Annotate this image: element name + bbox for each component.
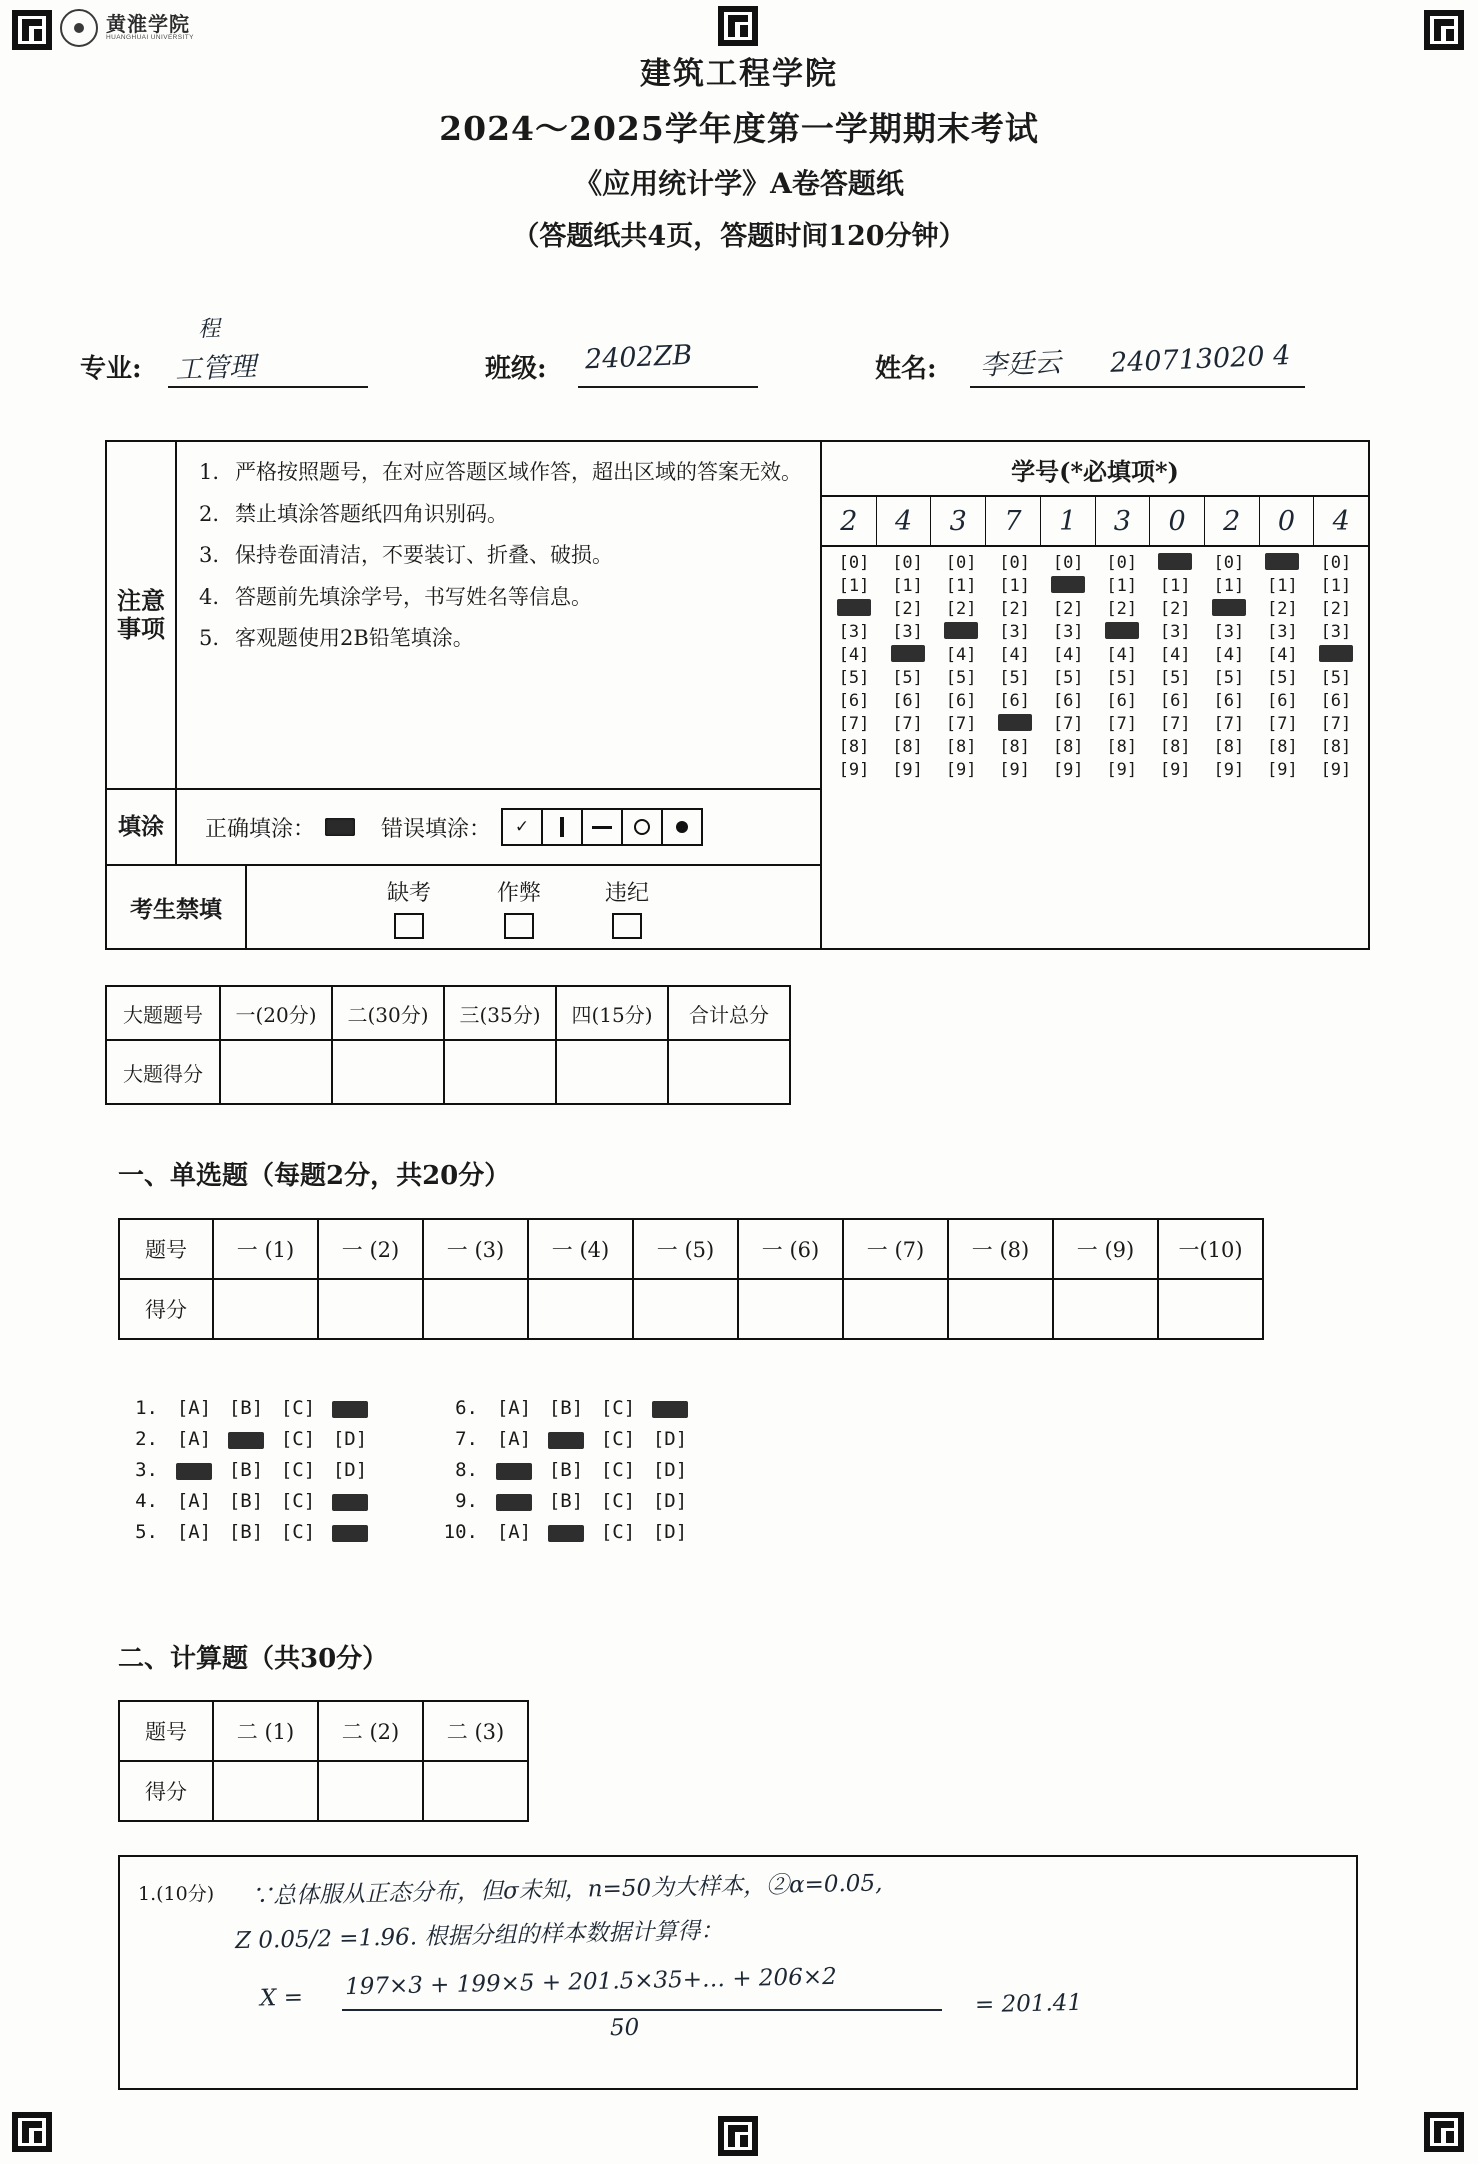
bubble-filled[interactable] (837, 599, 871, 616)
bubble-empty[interactable]: [8] (999, 737, 1030, 757)
question-table-row-label: 得分 (119, 1761, 213, 1821)
choice-option[interactable]: [B] (228, 1397, 264, 1419)
handwritten-formula-numerator: 197×3 + 199×5 + 201.5×35+… + 206×2 (344, 1963, 837, 2001)
bubble-empty[interactable]: [9] (1213, 760, 1245, 780)
choice-option[interactable]: [C] (280, 1490, 316, 1512)
notice-and-id-box (105, 440, 1370, 950)
bubble-empty[interactable]: [7] (1052, 714, 1084, 734)
score-table-header: 四(15分) (556, 986, 668, 1040)
choice-option[interactable]: [D] (652, 1490, 688, 1512)
notice-side-label (107, 442, 177, 788)
notice-item: 禁止填涂答题纸四角识别码。 (235, 501, 508, 526)
score-cell[interactable] (213, 1279, 318, 1339)
forbidden-section (107, 866, 820, 948)
choice-row[interactable] (438, 1424, 696, 1455)
question-number-cell: 二 (3) (423, 1701, 528, 1761)
bubble-empty[interactable]: [5] (1159, 668, 1191, 688)
major-label: 专业: (80, 354, 142, 384)
score-cell[interactable] (843, 1279, 948, 1339)
id-digit-cell[interactable]: 4 (877, 497, 932, 545)
choice-number: 2. (135, 1428, 158, 1450)
choice-option[interactable]: [B] (548, 1459, 584, 1481)
forbidden-label-absent: 缺考 (387, 881, 432, 906)
choice-option[interactable]: [C] (600, 1428, 636, 1450)
bubble-filled[interactable] (1051, 576, 1085, 593)
choice-option[interactable]: [A] (496, 1397, 532, 1419)
question-number-cell: 二 (1) (213, 1701, 318, 1761)
choice-option[interactable]: [B] (548, 1490, 584, 1512)
bubble-empty[interactable]: [2] (945, 599, 977, 619)
bubble-empty[interactable]: [5] (1267, 668, 1298, 688)
bubble-empty[interactable]: [2] (1106, 599, 1138, 619)
choice-row[interactable] (438, 1517, 696, 1548)
bubble-empty[interactable]: [8] (1213, 737, 1245, 757)
choice-option-filled[interactable] (488, 1492, 540, 1511)
bubble-row[interactable] (830, 622, 1360, 642)
bubble-empty[interactable]: [9] (1106, 760, 1138, 780)
choice-number: 7. (455, 1428, 478, 1450)
bubble-empty[interactable]: [9] (838, 760, 870, 780)
choice-option-filled[interactable] (488, 1461, 540, 1480)
choice-number: 9. (455, 1490, 478, 1512)
bubble-filled[interactable] (1319, 645, 1353, 662)
bubble-empty[interactable]: [5] (1106, 668, 1138, 688)
question-table-row-label: 题号 (119, 1701, 213, 1761)
question-number-cell: 一 (6) (738, 1219, 843, 1279)
bubble-empty[interactable]: [5] (999, 668, 1030, 688)
registration-mark-icon (12, 10, 52, 50)
bubble-empty[interactable]: [7] (945, 714, 977, 734)
choice-row[interactable] (118, 1517, 376, 1548)
choice-option[interactable]: [B] (228, 1459, 264, 1481)
section2-heading: 二、计算题（共30分） (118, 1644, 389, 1674)
bubble-filled[interactable] (998, 714, 1032, 731)
bubble-empty[interactable]: [8] (1106, 737, 1138, 757)
score-table-header: 三(35分) (444, 986, 556, 1040)
bubble-empty[interactable]: [2] (1320, 599, 1352, 619)
course-title: 《应用统计学》A卷答题纸 (574, 167, 904, 200)
bubble-empty[interactable]: [2] (1159, 599, 1191, 619)
registration-mark-icon (718, 6, 758, 46)
total-score-table (105, 985, 791, 1105)
question-number-cell: 一 (7) (843, 1219, 948, 1279)
choice-option-filled[interactable] (324, 1492, 376, 1511)
question-number-cell: 二 (2) (318, 1701, 423, 1761)
choice-option-filled[interactable] (540, 1430, 592, 1449)
handwritten-line-1: ∵总体服从正态分布，但σ未知，n=50为大样本，②α=0.05, (249, 1870, 883, 1910)
bubble-filled[interactable] (1265, 553, 1299, 570)
score-cell[interactable] (332, 1040, 444, 1104)
forbidden-label-violation: 违纪 (605, 881, 650, 906)
id-digit-cell[interactable]: 3 (1096, 497, 1151, 545)
choice-option[interactable]: [B] (548, 1397, 584, 1419)
id-digit-cell[interactable]: 2 (1205, 497, 1260, 545)
bubble-empty[interactable]: [7] (1106, 714, 1138, 734)
fill-side-label-text: 填涂 (118, 812, 164, 840)
score-cell[interactable] (633, 1279, 738, 1339)
bubble-empty[interactable]: [6] (892, 691, 923, 711)
bubble-empty[interactable]: [1] (1159, 576, 1191, 596)
university-name-cn: 黄淮学院 (106, 12, 190, 37)
bubble-filled[interactable] (1212, 599, 1246, 616)
bubble-empty[interactable]: [8] (1159, 737, 1191, 757)
answer-question-tag: 1.(10分) (138, 1883, 215, 1905)
bubble-empty[interactable]: [7] (1213, 714, 1245, 734)
class-value: 2402ZB (584, 339, 693, 376)
choice-option[interactable]: [B] (228, 1490, 264, 1512)
choice-option-filled[interactable] (220, 1430, 272, 1449)
forbidden-checkbox-violation[interactable] (612, 913, 642, 939)
score-table-header: 大题题号 (106, 986, 220, 1040)
major-correction: 程 (197, 316, 221, 343)
bubble-row[interactable] (830, 645, 1360, 665)
bubble-empty[interactable]: [8] (1052, 737, 1084, 757)
bubble-empty[interactable]: [8] (1320, 737, 1352, 757)
bubble-empty[interactable]: [7] (892, 714, 923, 734)
answer-work-area[interactable] (118, 1855, 1358, 2090)
bubble-empty[interactable]: [5] (1213, 668, 1245, 688)
score-cell[interactable] (738, 1279, 843, 1339)
forbidden-label-cheat: 作弊 (497, 881, 542, 906)
id-digit-cell[interactable]: 4 (1332, 505, 1350, 537)
bubble-filled[interactable] (891, 645, 925, 662)
choice-option[interactable]: [C] (280, 1397, 316, 1419)
bubble-empty[interactable]: [4] (1159, 645, 1191, 665)
bubble-empty[interactable]: [1] (1213, 576, 1245, 596)
choice-row[interactable] (118, 1393, 376, 1424)
bubble-empty[interactable]: [3] (838, 622, 870, 642)
bubble-empty[interactable]: [6] (1267, 691, 1298, 711)
horizontal-bar-icon (583, 810, 623, 844)
student-info-row (80, 316, 1400, 386)
choice-column-left[interactable] (118, 1393, 376, 1548)
choice-option[interactable]: [C] (600, 1459, 636, 1481)
bubble-empty[interactable]: [9] (1267, 760, 1298, 780)
section1-question-table (118, 1218, 1264, 1340)
bubble-row[interactable] (830, 668, 1360, 688)
score-table-header: 一(20分) (220, 986, 332, 1040)
choice-option[interactable]: [C] (600, 1521, 636, 1543)
bubble-empty[interactable]: [8] (892, 737, 923, 757)
handwritten-formula-lhs: X = (259, 1984, 304, 2012)
bubble-empty[interactable]: [2] (892, 599, 923, 619)
bubble-empty[interactable]: [5] (1052, 668, 1084, 688)
bubble-empty[interactable]: [9] (1052, 760, 1084, 780)
bubble-empty[interactable]: [2] (999, 599, 1030, 619)
notice-item: 客观题使用2B铅笔填涂。 (235, 626, 474, 651)
score-table-row-label: 大题得分 (106, 1040, 220, 1104)
question-number-cell: 一 (3) (423, 1219, 528, 1279)
bubble-empty[interactable]: [0] (1106, 553, 1138, 573)
score-cell[interactable] (1053, 1279, 1158, 1339)
forbidden-checkbox-absent[interactable] (394, 913, 424, 939)
bubble-empty[interactable]: [1] (1267, 576, 1298, 596)
student-id-title: 学号(*必填项*) (822, 442, 1368, 497)
id-digit-cell[interactable]: 0 (1150, 497, 1205, 545)
choice-option-filled[interactable] (324, 1399, 376, 1418)
registration-mark-icon (12, 2112, 52, 2152)
choice-number: 6. (455, 1397, 478, 1419)
bubble-empty[interactable]: [6] (1320, 691, 1352, 711)
choice-option[interactable]: [A] (496, 1428, 532, 1450)
bubble-empty[interactable]: [3] (892, 622, 923, 642)
forbidden-side-label: 考生禁填 (107, 866, 247, 948)
bubble-empty[interactable]: [4] (1106, 645, 1138, 665)
bubble-row[interactable] (830, 599, 1360, 619)
choice-option[interactable]: [A] (176, 1490, 212, 1512)
choice-option[interactable]: [D] (652, 1521, 688, 1543)
score-table-header: 合计总分 (668, 986, 790, 1040)
choice-row[interactable] (438, 1486, 696, 1517)
bubble-empty[interactable]: [7] (838, 714, 870, 734)
bubble-row[interactable] (830, 576, 1360, 596)
bubble-empty[interactable]: [0] (1320, 553, 1352, 573)
choice-number: 8. (455, 1459, 478, 1481)
bubble-row[interactable] (830, 760, 1360, 780)
filled-bubble-icon (325, 818, 355, 836)
choice-option[interactable]: [C] (280, 1428, 316, 1450)
section2-question-table (118, 1700, 529, 1822)
bubble-empty[interactable]: [0] (838, 553, 870, 573)
bubble-empty[interactable]: [6] (999, 691, 1030, 711)
section1-heading: 一、单选题（每题2分，共20分） (118, 1161, 511, 1191)
bubble-empty[interactable]: [2] (1267, 599, 1298, 619)
id-digit-cell[interactable]: 2 (822, 497, 877, 545)
score-cell[interactable] (668, 1040, 790, 1104)
bubble-empty[interactable]: [3] (1213, 622, 1245, 642)
registration-mark-icon (1424, 10, 1464, 50)
bubble-empty[interactable]: [6] (945, 691, 977, 711)
choice-option[interactable]: [C] (600, 1397, 636, 1419)
bubble-empty[interactable]: [3] (1159, 622, 1191, 642)
score-cell[interactable] (444, 1040, 556, 1104)
title-block (0, 48, 1478, 253)
bubble-row[interactable] (830, 714, 1360, 734)
bubble-empty[interactable]: [8] (838, 737, 870, 757)
bubble-empty[interactable]: [1] (1320, 576, 1352, 596)
bubble-empty[interactable]: [3] (999, 622, 1030, 642)
handwritten-formula-denominator: 50 (609, 2014, 640, 2042)
bubble-empty[interactable]: [5] (838, 668, 870, 688)
bubble-empty[interactable]: [5] (1320, 668, 1352, 688)
choice-option[interactable]: [A] (176, 1397, 212, 1419)
choice-number: 5. (135, 1521, 158, 1543)
choice-option-filled[interactable] (168, 1461, 220, 1480)
choice-option[interactable]: [A] (176, 1428, 212, 1450)
class-label: 班级: (485, 354, 547, 384)
bubble-row[interactable] (830, 553, 1360, 573)
bubble-empty[interactable]: [0] (999, 553, 1030, 573)
bubble-empty[interactable]: [2] (1052, 599, 1084, 619)
question-number-cell: 一 (2) (318, 1219, 423, 1279)
score-cell[interactable] (423, 1761, 528, 1821)
fill-example-section (107, 790, 820, 866)
bubble-empty[interactable]: [4] (945, 645, 977, 665)
bubble-empty[interactable]: [4] (838, 645, 870, 665)
notice-item: 答题前先填涂学号，书写姓名等信息。 (235, 584, 592, 609)
bubble-empty[interactable]: [3] (1267, 622, 1298, 642)
question-number-cell: 一 (4) (528, 1219, 633, 1279)
notice-item: 严格按照题号，在对应答题区域作答，超出区域的答案无效。 (235, 460, 802, 484)
question-table-row-label: 题号 (119, 1219, 213, 1279)
bubble-empty[interactable]: [6] (838, 691, 870, 711)
notice-side-label-text: 注意事项 (117, 585, 165, 643)
name-value: 李廷云 (979, 347, 1062, 382)
bubble-empty[interactable]: [3] (1320, 622, 1352, 642)
score-cell[interactable] (948, 1279, 1053, 1339)
notice-section (107, 442, 820, 790)
choice-number: 3. (135, 1459, 158, 1481)
bubble-empty[interactable]: [4] (1213, 645, 1245, 665)
bubble-empty[interactable]: [4] (999, 645, 1030, 665)
major-value: 工管理 (174, 351, 257, 386)
choice-option[interactable]: [A] (496, 1521, 532, 1543)
student-id-bubble-grid[interactable] (822, 547, 1368, 780)
choice-option[interactable]: [D] (332, 1428, 368, 1450)
score-table-header: 二(30分) (332, 986, 444, 1040)
bubble-empty[interactable]: [7] (1267, 714, 1298, 734)
ring-icon (623, 810, 663, 844)
score-cell[interactable] (213, 1761, 318, 1821)
choice-number: 1. (135, 1397, 158, 1419)
choice-option[interactable]: [D] (332, 1459, 368, 1481)
registration-mark-icon (1424, 2112, 1464, 2152)
bubble-empty[interactable]: [1] (999, 576, 1030, 596)
id-digit-cell[interactable]: 1 (1041, 497, 1096, 545)
notice-list (177, 442, 818, 788)
bubble-empty[interactable]: [4] (1267, 645, 1298, 665)
exam-meta: （答题纸共4页，答题时间120分钟） (512, 221, 966, 252)
handwritten-line-2: Z 0.05/2 =1.96. 根据分组的样本数据计算得： (234, 1917, 724, 1955)
id-digit-cell[interactable]: 0 (1260, 497, 1315, 545)
bubble-empty[interactable]: [9] (999, 760, 1030, 780)
bubble-empty[interactable]: [0] (892, 553, 923, 573)
choice-row[interactable] (438, 1455, 696, 1486)
bubble-empty[interactable]: [9] (1159, 760, 1191, 780)
university-seal-icon (60, 9, 98, 47)
forbidden-checkbox-cheat[interactable] (504, 913, 534, 939)
bubble-row[interactable] (830, 737, 1360, 757)
term-title: 2024～2025学年度第一学期期末考试 (439, 109, 1039, 148)
question-number-cell: 一 (9) (1053, 1219, 1158, 1279)
correct-fill-label: 正确填涂： (205, 816, 316, 842)
bubble-empty[interactable]: [9] (892, 760, 923, 780)
student-id-digit-row (822, 497, 1368, 547)
bubble-empty[interactable]: [6] (1052, 691, 1084, 711)
bubble-filled[interactable] (1105, 622, 1139, 639)
registration-mark-icon (718, 2116, 758, 2156)
question-number-cell: 一 (5) (633, 1219, 738, 1279)
bubble-empty[interactable]: [4] (1052, 645, 1084, 665)
student-id-section (822, 442, 1368, 948)
bubble-empty[interactable]: [1] (892, 576, 923, 596)
bubble-empty[interactable]: [5] (945, 668, 977, 688)
score-cell[interactable] (1158, 1279, 1263, 1339)
choice-option[interactable]: [B] (228, 1521, 264, 1543)
choice-number: 4. (135, 1490, 158, 1512)
id-digit-cell[interactable]: 7 (986, 497, 1041, 545)
score-cell[interactable] (220, 1040, 332, 1104)
name-label: 姓名: (875, 354, 937, 384)
bubble-empty[interactable]: [0] (1213, 553, 1245, 573)
dot-icon (663, 810, 701, 844)
score-cell[interactable] (423, 1279, 528, 1339)
bubble-empty[interactable]: [5] (892, 668, 923, 688)
university-logo (60, 6, 240, 50)
choice-row[interactable] (118, 1486, 376, 1517)
handwritten-formula-result: = 201.41 (974, 1989, 1083, 2019)
question-table-row-label: 得分 (119, 1279, 213, 1339)
choice-option-filled[interactable] (540, 1523, 592, 1542)
bubble-empty[interactable]: [6] (1106, 691, 1138, 711)
choice-option[interactable]: [C] (600, 1490, 636, 1512)
score-cell[interactable] (318, 1761, 423, 1821)
question-number-cell: 一 (1) (213, 1219, 318, 1279)
choice-number: 10. (443, 1521, 478, 1543)
bubble-empty[interactable]: [7] (1320, 714, 1352, 734)
college-title: 建筑工程学院 (640, 56, 838, 92)
bubble-empty[interactable]: [1] (838, 576, 870, 596)
choice-option[interactable]: [D] (652, 1459, 688, 1481)
id-digit-cell[interactable]: 3 (931, 497, 986, 545)
bubble-empty[interactable]: [6] (1213, 691, 1245, 711)
choice-option-filled[interactable] (324, 1523, 376, 1542)
choice-column-right[interactable] (438, 1393, 696, 1548)
score-cell[interactable] (528, 1279, 633, 1339)
bubble-empty[interactable]: [9] (945, 760, 977, 780)
question-number-cell: 一 (8) (948, 1219, 1053, 1279)
bubble-empty[interactable]: [0] (1052, 553, 1084, 573)
wrong-fill-label: 错误填涂： (381, 816, 492, 842)
bubble-filled[interactable] (1158, 553, 1192, 570)
score-cell[interactable] (318, 1279, 423, 1339)
bubble-row[interactable] (830, 691, 1360, 711)
score-cell[interactable] (556, 1040, 668, 1104)
bubble-empty[interactable]: [8] (945, 737, 977, 757)
choice-option[interactable]: [C] (280, 1521, 316, 1543)
bubble-empty[interactable]: [7] (1159, 714, 1191, 734)
student-id-handwritten: 240713020 4 (1109, 340, 1291, 379)
wrong-fill-examples (501, 808, 703, 846)
question-number-cell: 一(10) (1158, 1219, 1263, 1279)
choice-option[interactable]: [C] (280, 1459, 316, 1481)
bubble-empty[interactable]: [3] (1052, 622, 1084, 642)
check-mark-icon: ✓ (503, 810, 543, 844)
bubble-empty[interactable]: [1] (945, 576, 977, 596)
choice-row[interactable] (118, 1455, 376, 1486)
bubble-empty[interactable]: [0] (945, 553, 977, 573)
choice-option[interactable]: [D] (652, 1428, 688, 1450)
choice-row[interactable] (118, 1424, 376, 1455)
vertical-bar-icon (543, 810, 583, 844)
fill-side-label (107, 790, 177, 864)
bubble-filled[interactable] (944, 622, 978, 639)
choice-row[interactable] (438, 1393, 696, 1424)
choice-option-filled[interactable] (644, 1399, 696, 1418)
bubble-empty[interactable]: [6] (1159, 691, 1191, 711)
university-name-en: HUANGHUAI UNIVERSITY (106, 34, 194, 42)
bubble-empty[interactable]: [8] (1267, 737, 1298, 757)
bubble-empty[interactable]: [1] (1106, 576, 1138, 596)
bubble-empty[interactable]: [9] (1320, 760, 1352, 780)
choice-option[interactable]: [A] (176, 1521, 212, 1543)
fraction-bar (342, 2009, 942, 2011)
notice-item: 保持卷面清洁，不要装订、折叠、破损。 (235, 543, 613, 568)
